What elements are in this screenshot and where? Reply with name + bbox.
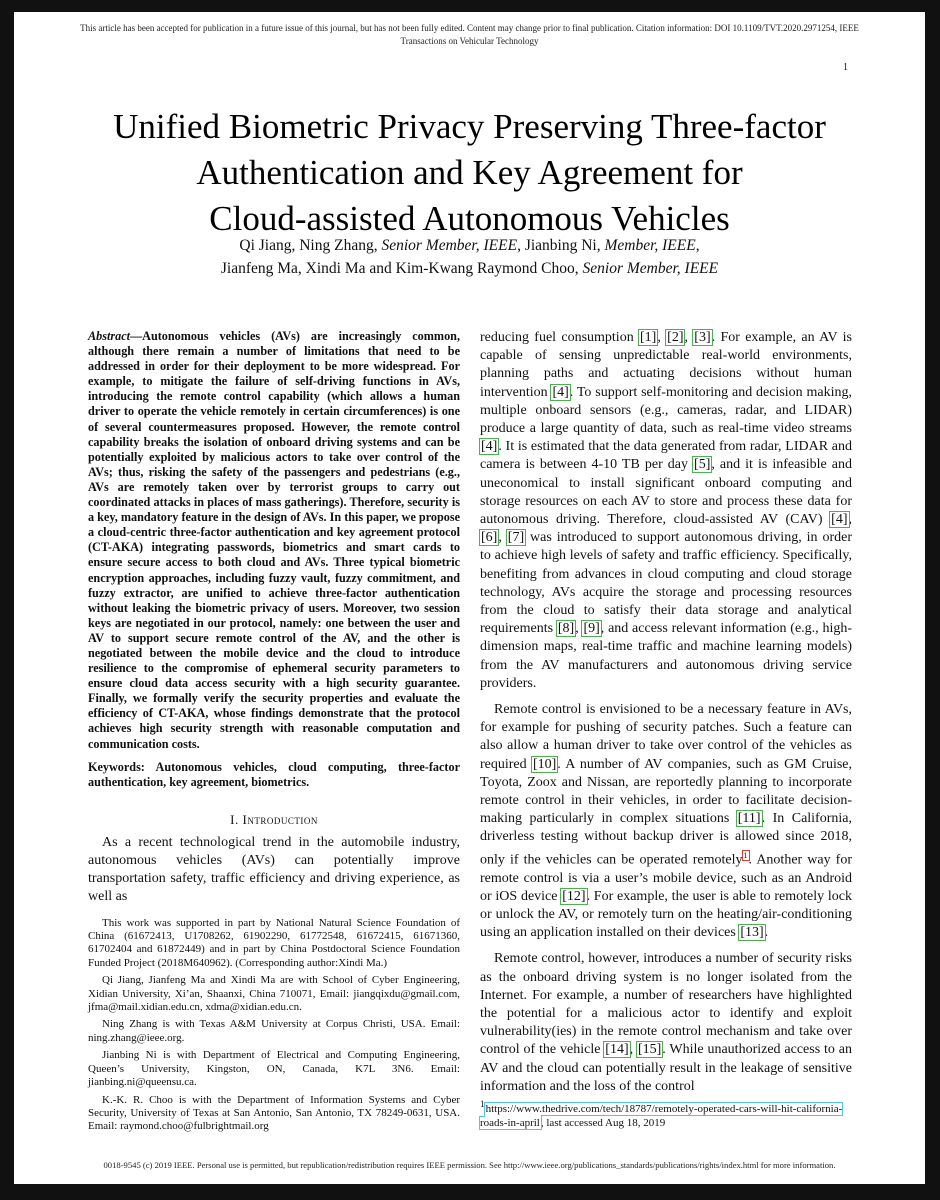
text-run: . To support self-monitoring and decision making, multiple onboard sensors (e.g., cameras, radar, and LIDAR) produce a large quantity of data, such as real-time video streams [480, 384, 852, 437]
affiliation-note: Qi Jiang, Jianfeng Ma and Xindi Ma are with School of Cyber Engineering, Xidian University, Xi’an, Shaanxi, China 710071, Email: jiangqixdu@gmail.com, jfma@mail.xidian.edu.cn, xdma@xidian.edu.cn. [88, 974, 460, 1014]
section-heading-introduction: I. Introduction [230, 811, 318, 827]
citation-link[interactable]: [6] [481, 530, 498, 546]
citation-link[interactable]: [8] [557, 621, 575, 637]
text-run: reducing fuel consumption [480, 330, 640, 345]
publication-notice-line2: Transactions on Vehicular Technology [400, 36, 539, 46]
citation-link[interactable]: [12] [562, 888, 586, 904]
citation-link[interactable]: [2] [667, 330, 684, 345]
citation-link[interactable]: [3] [694, 330, 711, 345]
footnote-tail: , last accessed Aug 18, 2019 [540, 1116, 666, 1129]
citation-link[interactable]: [4] [831, 512, 848, 528]
text-run: . [764, 925, 769, 941]
affiliation-note: Ning Zhang is with Texas A&M University at Corpus Christi, USA. Email: ning.zhang@ieee.org. [88, 1018, 460, 1044]
text-run: . A number of AV companies, such as GM Cruise, Toyota, Zoox and Nissan, are reportedly planning to incorporate remote control in their vehicles, in order to facilitate decision-making particularly in complex situations [480, 756, 852, 827]
citation-link[interactable]: [7] [507, 530, 525, 546]
footnote-link[interactable]: 1 [743, 850, 748, 860]
funding-note: This work was supported in part by National Natural Science Foundation of China (61672413, U1708262, 61902290, 61772548, 61672415, 61671360, 61702404 and 61872449) and in part by China Postdoctoral Science Foundation Funded Project (2018M640962). (Corresponding author:Xindi Ma.) [88, 916, 460, 969]
footnote-number: 1 [480, 1099, 485, 1109]
text-run: , and it is infeasible and uneconomical to install significant onboard computing and storage resources on each AV to store and process these data for autonomous driving. Therefore, cloud-assisted AV (CAV) [480, 457, 853, 528]
paragraph [480, 701, 852, 942]
author-membership: Senior Member, IEEE [381, 237, 518, 254]
text-run: . For example, an AV is capable of sensing unpredictable real-world environments, planning paths and actuating decisions without human intervention [480, 330, 852, 400]
author-separator: , [695, 237, 700, 254]
citation-link[interactable]: [14] [605, 1042, 629, 1058]
copyright-footer: 0018-9545 (c) 2019 IEEE. Personal use is permitted, but republication/redistribution requires IEEE permission. See http://www.ieee.org/publications_standards/publications/rights/index.html for more information. [103, 1160, 836, 1170]
introduction-text [88, 834, 460, 907]
text-run: Remote control, however, introduces a number of security risks as the onboard driving system is no longer isolated from the Internet. For example, a number of researchers have highlighted the potential for a malicious actor to identify and exploit vulnerability(ies) in the remote control mechanism and take over control of the vehicle [480, 951, 852, 1058]
citation-link[interactable]: [10] [532, 756, 557, 772]
citation-link[interactable]: [5] [694, 457, 711, 473]
text-run: . For example, the user is able to remotely lock or unlock the AV, or remotely turn on the heating/air-conditioning using an application installed on their devices [480, 888, 852, 941]
citation-link[interactable]: [9] [583, 621, 600, 637]
author-names: Jianfeng Ma, Xindi Ma and Kim-Kwang Raymond Choo, [220, 260, 583, 277]
paragraph: Remote control, however, introduces a number of security risks as the onboard driving system is no longer isolated from the Internet. For example, a number of researchers have highlighted the potential for a malicious actor to identify and exploit vulnerability(ies) in the remote control mechanism and take over control of the vehicle [14], [15]. While unauthorized access to an AV and the cloud can potentially result in the leakage of sensitive information and the loss of the control [480, 951, 852, 1094]
paper-page [14, 12, 925, 1184]
index-terms: Keywords: Autonomous vehicles, cloud computing, three-factor authentication, key agreement, biometrics. [88, 759, 460, 789]
paragraph: reducing fuel consumption [1], [2], [3]. For example, an AV is capable of sensing unpredictable real-world environments, planning paths and actuating decisions without human intervention [4]. To support self-monitoring and decision making, multiple onboard sensors (e.g., cameras, radar, and LIDAR) produce a large quantity of data, such as real-time video streams [4]. It is estimated that the data generated from radar, LIDAR and camera is between 4-10 TB per day [5], and it is infeasible and uneconomical to install significant onboard computing and storage resources on each AV to store and process these data for autonomous driving. Therefore, cloud-assisted AV (CAV) [4], [6], [7] was introduced to support autonomous driving, in order to achieve high levels of safety and traffic efficiency. Specifically, benefiting from advances in cloud computing and cloud storage technology, AVs acquire the storage and processing resources from the cloud to satisfy their data storage and analytical requirements [8], [9], and access relevant information (e.g., high-dimension maps, real-time traffic and machine learning models) from the AV manufacturers and autonomous driving service providers. [480, 330, 853, 691]
author-membership: Senior Member, IEEE [582, 260, 719, 277]
author-names: Qi Jiang, Ning Zhang, [239, 237, 382, 254]
text-run: . While unauthorized access to an AV and the cloud can potentially result in the leakage of sensitive information and the loss of the control [480, 1042, 852, 1094]
text-run: , and access relevant information (e.g., high-dimension maps, real-time traffic and machine learning models) from the AV manufacturers and autonomous driving service providers. [480, 621, 852, 691]
abstract-label: Abstract [88, 329, 130, 343]
text-run: . It is estimated that the data generated from radar, LIDAR and camera is between 4-10 TB per day [480, 439, 852, 473]
affiliation-note: K.-K. R. Choo is with the Department of Information Systems and Cyber Security, University of Texas at San Antonio, San Antonio, TX 78249-0631, USA. Email: raymond.choo@fulbrightmail.org [88, 1093, 460, 1133]
paragraph: As a recent technological trend in the automobile industry, autonomous vehicles (AVs) can potentially improve transportation safety, traffic efficiency and driving experience, as well as [88, 834, 460, 905]
title-line-2: Authentication and Key Agreement for [196, 153, 743, 192]
citation-link[interactable]: [1] [640, 330, 657, 345]
page-number: 1 [843, 62, 848, 73]
text-run: was introduced to support autonomous driving, in order to achieve high levels of safety and traffic efficiency. Specifically, benefiting from advances in cloud computing and cloud storage technology, AVs acquire the storage and processing resources from the cloud to satisfy their data storage and analytical requirements [480, 530, 853, 637]
funding-and-affiliations [88, 917, 460, 1134]
text-run: Remote control is envisioned to be a necessary feature in AVs, for example for pushing of security patches. Such a feature can also allow a human driver to take over control of the vehicles as required [480, 702, 852, 772]
author-list [54, 234, 885, 280]
citation-link[interactable]: [11] [737, 811, 761, 827]
title-line-3: Cloud-assisted Autonomous Vehicles [209, 199, 730, 238]
right-column [480, 329, 852, 1096]
paper-title [54, 104, 885, 242]
authors-line-2 [54, 257, 885, 280]
title-line-1: Unified Biometric Privacy Preserving Three-factor [113, 107, 826, 146]
publication-notice [44, 22, 895, 48]
text-run: . Another way for remote control is via a user’s mobile device, such as an Android or iOS device [480, 852, 852, 904]
affiliation-note: Jianbing Ni is with Department of Electrical and Computing Engineering, Queen’s University, Kingston, ON, Canada, K7L 3N6. Email: jianbing.ni@queensu.ca. [88, 1049, 460, 1089]
publication-notice-line1: This article has been accepted for publication in a future issue of this journal, but has not been fully edited. Content may change prior to final publication. Citation information: DOI 10.1109/TVT.2020.2971254, IEEE [80, 23, 859, 33]
left-column [88, 329, 460, 1138]
abstract [88, 329, 460, 752]
author-membership: Member, IEEE [604, 237, 696, 254]
footnote [480, 1097, 860, 1130]
footnote-url-link[interactable]: https://www.thedrive.com/tech/18787/remotely-operated-cars-will-hit-california-roads-in-april [480, 1102, 843, 1129]
citation-link[interactable]: [4] [552, 384, 569, 400]
abstract-text: —Autonomous vehicles (AVs) are increasingly common, although there remain a number of limitations that need to be addressed in order for their deployment to be more widespread. For example, to mitigate the failure of self-driving functions in AVs, introducing the remote control capability (which allows a human driver to operate the vehicle remotely in certain circumferences) is one of several countermeasures proposed. However, the remote control capability breaks the isolation of onboard driving systems and can be potentially exploited by malicious actors to take over control of the AVs; thus, risking the safety of the passengers and pedestrians (e.g., AVs are remotely taken over by terrorist groups to carry out coordinated attacks in places of mass gatherings). Therefore, security is a key, mandatory feature in the design of AVs. In this paper, we propose a cloud-centric three-factor authentication and key agreement protocol (CT-AKA) integrating passwords, biometrics and smart cards to ensure secure access to both cloud and AVs. Three typical biometric encryption approaches, including fuzzy vault, fuzzy commitment, and fuzzy extractor, are unified to achieve three-factor authentication without leaking the biometric privacy of users. Moreover, two session keys are negotiated in our protocol, namely: one between the user and AV to support secure remote control of the AV, and the other is negotiated between the mobile device and the cloud to introduce resilience to the compromise of ephemeral security parameters to ensure cloud data access security with a high security guarantee. Finally, we formally verify the security properties and evaluate the efficiency of CT-AKA, whose findings demonstrate that the protocol achieves high security strength with reasonable computation and communication costs. [88, 329, 460, 751]
citation-link[interactable]: [13] [740, 925, 764, 941]
authors-line-1 [54, 234, 885, 257]
text-run: . In California, driverless testing without backup driver is allowed since 2018, only if the vehicles can be operated remotely [480, 811, 852, 868]
author-names: , Jianbing Ni, [517, 237, 605, 254]
citation-link[interactable]: [15] [637, 1042, 662, 1058]
citation-link[interactable]: [4] [481, 439, 498, 455]
